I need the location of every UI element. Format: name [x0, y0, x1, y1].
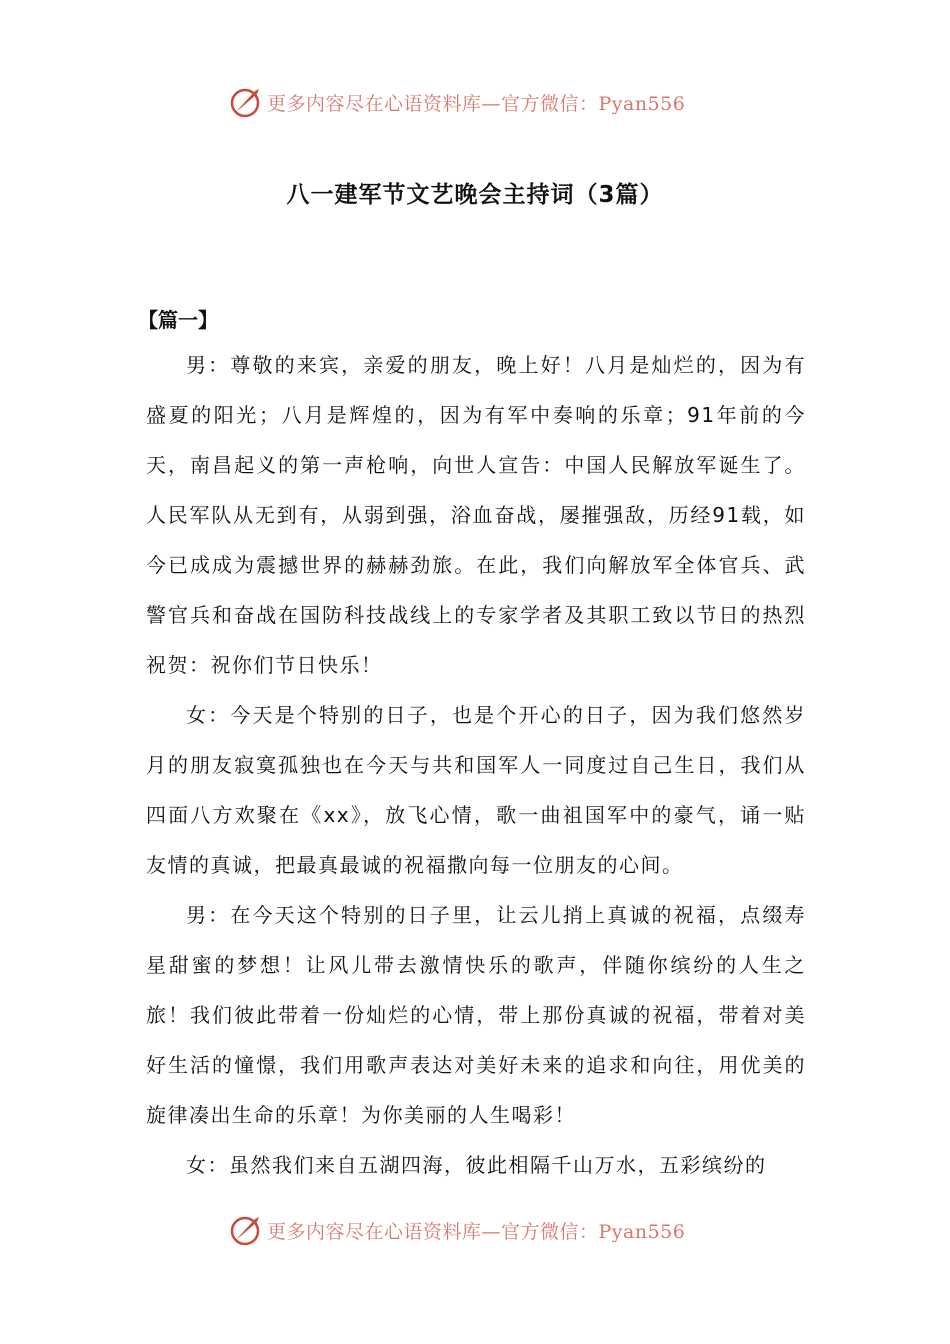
quill-pen-logo-icon: [229, 1213, 263, 1247]
watermark-text-top: 更多内容尽在心语资料库—官方微信：Pyan556: [267, 92, 686, 115]
paragraph: 女：今天是个特别的日子，也是个开心的日子，因为我们悠然岁月的朋友寂寞孤独也在今天与共和国军人一同度过自己生日，我们从四面八方欢聚在《xx》，放飞心情，歌一曲祖国军中的豪气，诵一贴友情的真诚，把最真最诚的祝福撒向每一位朋友的心间。: [146, 703, 806, 877]
paragraph: 男：在今天这个特别的日子里，让云儿捎上真诚的祝福，点缀寿星甜蜜的梦想！让风儿带去激情快乐的歌声，伴随你缤纷的人生之旅！我们彼此带着一份灿烂的心情，带上那份真诚的祝福，带着对美好生活的憧憬，我们用歌声表达对美好未来的追求和向往，用优美的旋律凑出生命的乐章！为你美丽的人生喝彩！: [146, 903, 806, 1127]
quill-pen-logo-icon: [229, 85, 263, 119]
document-body: [138, 300, 806, 1190]
watermark-banner-top: [229, 82, 729, 122]
paragraph: 男：尊敬的来宾，亲爱的朋友，晚上好！八月是灿烂的，因为有盛夏的阳光；八月是辉煌的，因为有军中奏响的乐章；91年前的今天，南昌起义的第一声枪响，向世人宣告：中国人民解放军诞生了。人民军队从无到有，从弱到强，浴血奋战，屡摧强敌，历经91载，如今已成成为震撼世界的赫赫劲旅。在此，我们向解放军全体官兵、武警官兵和奋战在国防科技战线上的专家学者及其职工致以节日的热烈祝贺：祝你们节日快乐！: [146, 353, 806, 677]
section-label: 【篇一】: [138, 308, 218, 332]
paragraph: 女：虽然我们来自五湖四海，彼此相隔千山万水，五彩缤纷的: [186, 1153, 767, 1177]
document-title: 八一建军节文艺晚会主持词（3篇）: [286, 182, 664, 208]
watermark-text-bottom: 更多内容尽在心语资料库—官方微信：Pyan556: [267, 1220, 686, 1243]
watermark-banner-bottom: [229, 1210, 729, 1250]
